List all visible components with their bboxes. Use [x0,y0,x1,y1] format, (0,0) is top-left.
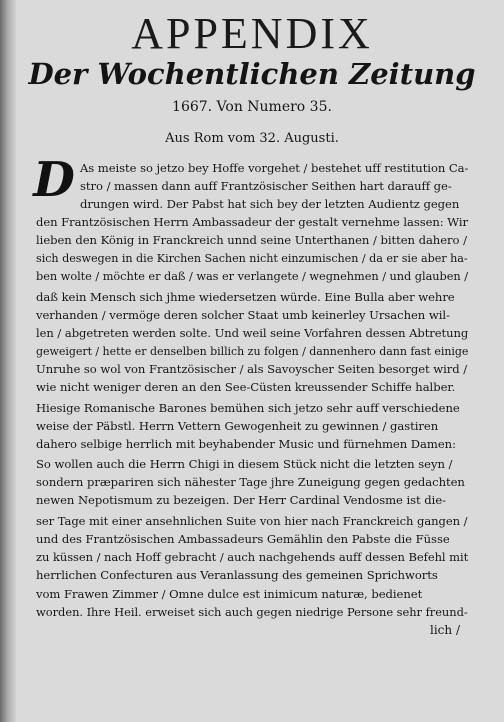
text-line: stro / massen dann auff Frantzösischer Seithen hart darauff ge- [80,179,452,193]
text-line: zu küssen / nach Hoff gebracht / auch nachgehends auff dessen Befehl mit [36,550,469,564]
text-line: As meiste so jetzo bey Hoffe vorgehet / bestehet uff restitution Ca- [80,161,469,175]
text-line: len / abgetreten werden solte. Und weil seine Vorfahren dessen Abtretung [36,326,469,340]
dateline: Aus Rom vom 32. Augusti. [165,131,339,146]
text-line: So wollen auch die Herrn Chigi in diesem Stück nicht die letzten seyn / [36,457,453,471]
catchword: lich / [430,623,460,637]
text-line: wie nicht weniger deren an den See-Cüsten kreussender Schiffe halber. [36,380,456,394]
text-line: worden. Ihre Heil. erweiset sich auch gegen niedrige Persone sehr freund- [36,605,468,619]
text-line: newen Nepotismum zu bezeigen. Der Herr Cardinal Vendosme ist die- [36,493,447,507]
text-line: verhanden / vermöge deren solcher Staat umb keinerley Ursachen wil- [36,308,450,322]
text-line: vom Frawen Zimmer / Omne dulce est inimicum naturæ, bedienet [36,587,423,601]
text-line: herrlichen Confecturen aus Veranlassung des gemeinen Sprichworts [36,568,438,582]
text-line: ser Tage mit einer ansehnlichen Suite von hier nach Franckreich gangen / [36,514,468,528]
text-line: dahero selbige herrlich mit beyhabender Music und fürnehmen Damen: [36,437,456,451]
text-line: lieben den König in Franckreich unnd seine Unterthanen / bitten dahero / [36,233,467,247]
text-line: Unruhe so wol von Frantzösischer / als Savoyscher Seiten besorget wird / [36,362,468,376]
text-line: und des Frantzösischen Ambassadeurs Gemählin den Pabste die Füsse [36,532,450,546]
decorative-initial: D [33,152,75,208]
text-line: ben wolte / möchte er daß / was er verlangete / wegnehmen / und glauben / [36,269,468,283]
page-title: APPENDIX [131,9,373,58]
text-line: sich deswegen in die Kirchen Sachen nicht einzumischen / da er sie aber ha- [36,251,468,265]
text-line: sondern præpariren sich nähester Tage jhre Zuneigung gegen gedachten [36,475,465,489]
text-line: Hiesige Romanische Barones bemühen sich jetzo sehr auff verschiedene [36,401,460,415]
text-line: weise der Päbstl. Herrn Vettern Gewogenheit zu gewinnen / gastiren [36,419,439,433]
text-line: daß kein Mensch sich jhme wiedersetzen würde. Eine Bulla aber wehre [36,290,455,304]
issue-number: 1667. Von Numero 35. [172,99,332,115]
text-line: den Frantzösischen Herrn Ambassadeur der gestalt vernehme lassen: Wir [36,215,469,229]
text-line: geweigert / hette er denselben billich zu folgen / dannenhero dann fast einige [36,344,469,358]
text-line: drungen wird. Der Pabst hat sich bey der letzten Audientz gegen [80,197,460,211]
newspaper-name: Der Wochentlichen Zeitung [28,57,476,91]
